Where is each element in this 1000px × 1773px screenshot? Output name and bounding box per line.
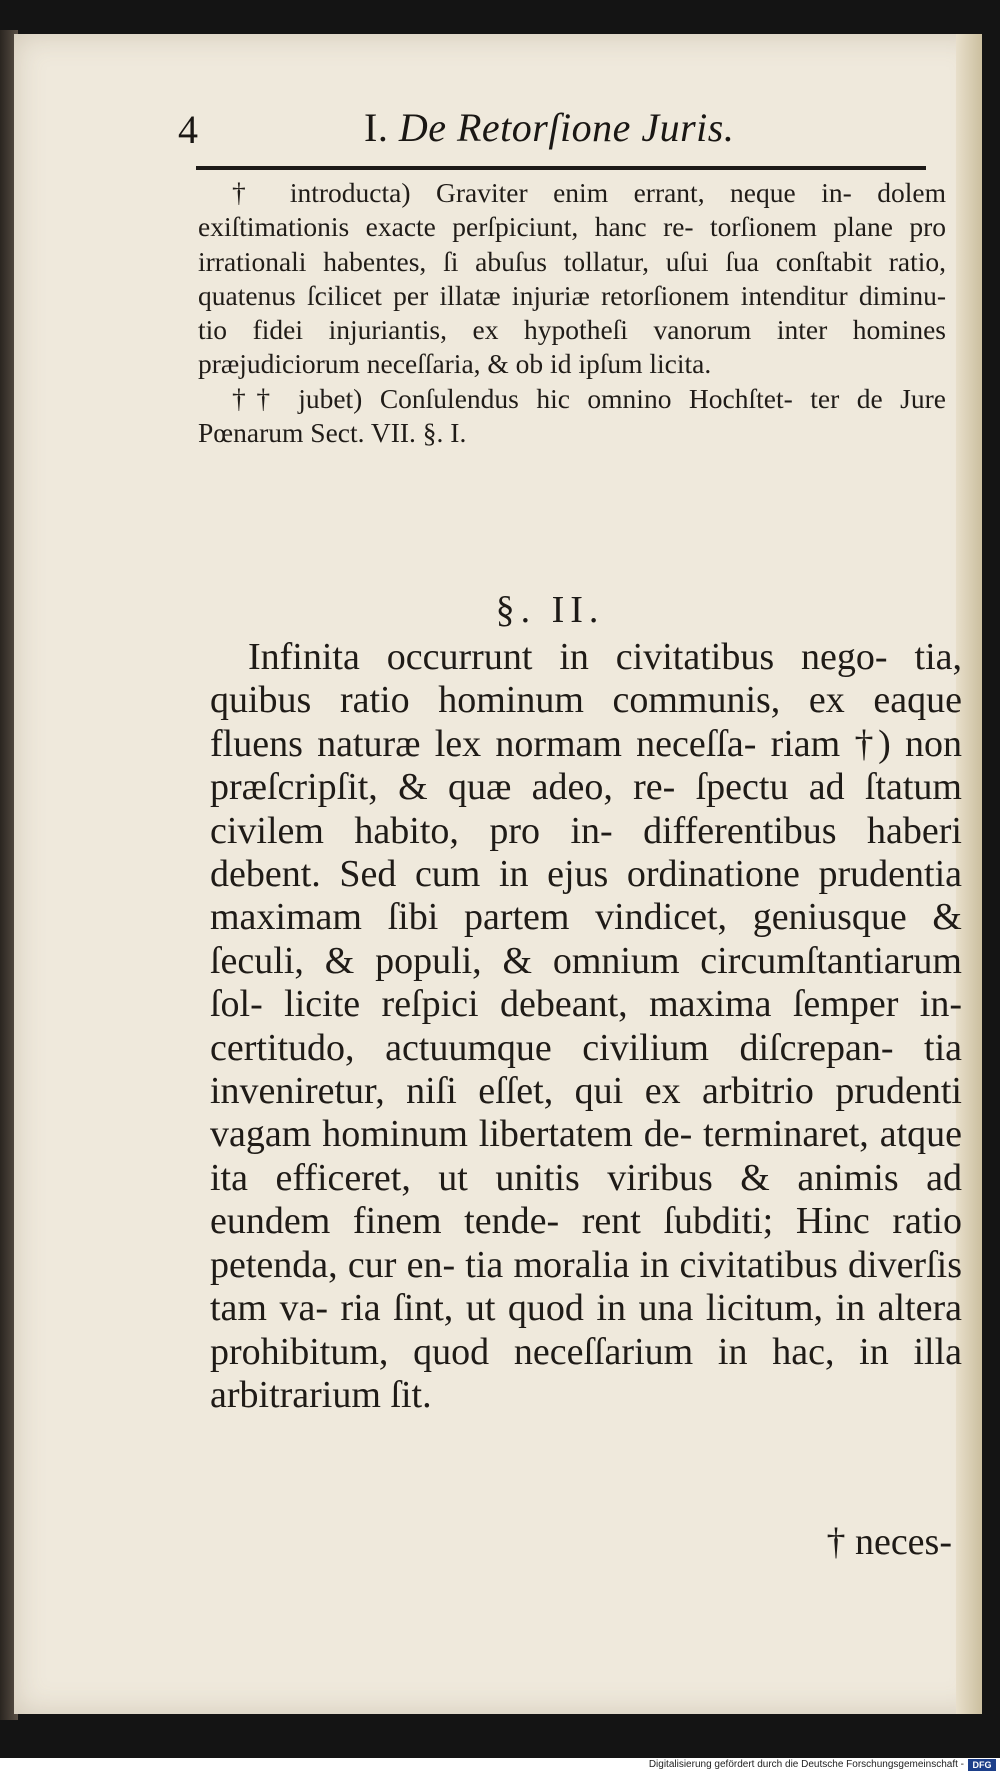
running-header [178, 96, 938, 156]
running-title [364, 104, 734, 151]
title-roman-numeral: I. [364, 105, 389, 150]
body-text [210, 636, 962, 1417]
section-heading: §. II. [495, 589, 605, 631]
page-number: 4 [178, 107, 198, 152]
title-text: De Retorſione Juris. [398, 105, 735, 150]
catchword: † neces- [826, 1521, 952, 1563]
footnotes [198, 176, 946, 450]
digitization-credit: Digitalisierung gefördert durch die Deutsche Forschungsgemeinschaft - [648, 1759, 964, 1770]
dfg-logo: DFG [968, 1759, 996, 1771]
footnote-1: † introducta) Graviter enim errant, neque in- dolem exiſtimationis exacte perſpiciunt, hanc re- torſionem plane pro irrationali habentes, ſi abuſus tollatur, uſui ſua conſtabit ratio, quatenus ſcilicet per illatæ injuriæ retorſionem intenditur diminu- tio fidei injuriantis, ex hypotheſi vanorum inter homines præjudiciorum neceſſaria, & ob id ipſum licita. [198, 177, 946, 380]
header-rule [196, 166, 926, 170]
footnote-2: †† jubet) Conſulendus hic omnino Hochſtet- ter de Jure Pœnarum Sect. VII. §. I. [198, 382, 946, 449]
body-paragraph: Infinita occurrunt in civitatibus nego- tia, quibus ratio hominum communis, ex eaque fluens naturæ lex normam neceſſa- riam †) non præſcripſit, & quæ adeo, re- ſpectu ad ſtatum civilem habito, pro in- differentibus haberi debent. Sed cum in ejus ordinatione prudentia maximam ſibi partem vindicet, geniusque & ſeculi, & populi, & omnium circumſtantiarum ſol- licite reſpici debeant, maxima ſemper in- certitudo, actuumque civilium diſcrepan- tia inveniretur, niſi eſſet, qui ex arbitrio prudenti vagam hominum libertatem de- terminaret, atque ita efficeret, ut unitis viribus & animis ad eundem finem tende- rent ſubditi; Hinc ratio petenda, cur en- tia moralia in civitatibus diverſis tam va- ria ſint, ut quod in una licitum, in altera prohibitum, quod neceſſarium in hac, in illa arbitrarium ſit. [210, 636, 962, 1416]
